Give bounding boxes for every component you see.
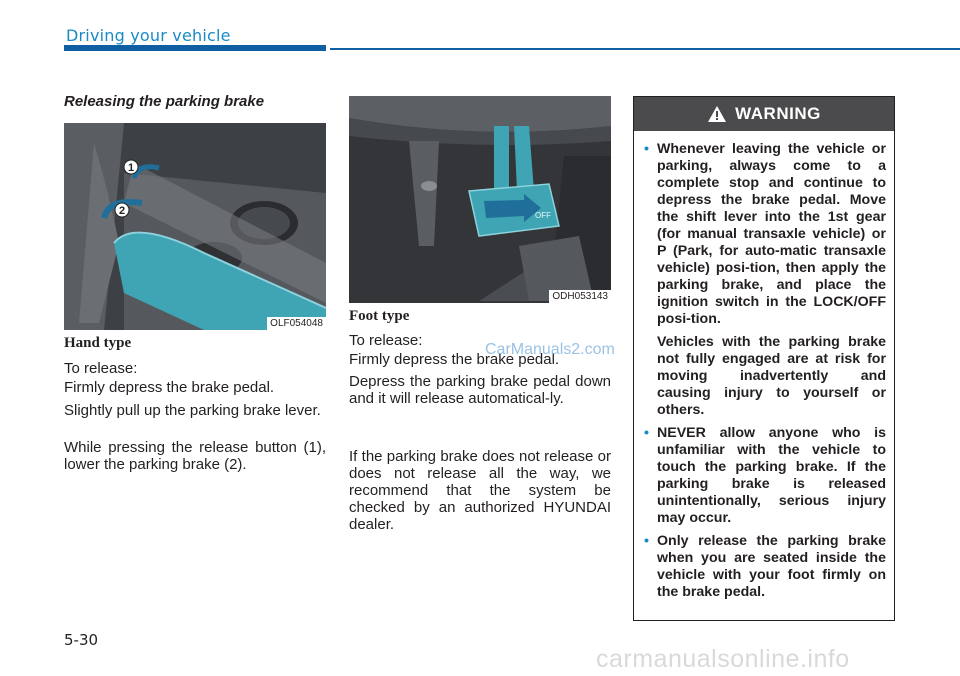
callout-2: 2 bbox=[118, 205, 126, 217]
warning-item-text: Only release the parking brake when you are seated inside the vehicle with your foot firmly on the brake pedal. bbox=[657, 533, 886, 600]
hand-type-title: Hand type bbox=[64, 335, 132, 351]
warning-item-text: Whenever leaving the vehicle or parking, always come to a complete stop and continue to depress the brake pedal. Move the shift lever into the 1st gear (for manual transaxle vehicle) or P (Park, for auto-matic transaxle vehicle) posi-tion, then apply the parking brake, and place the ignition switch in the LOCK/OFF posi-tion. bbox=[657, 141, 886, 327]
hand-type-para-2: Firmly depress the brake pedal. bbox=[64, 379, 275, 396]
warning-header bbox=[634, 97, 894, 131]
foot-type-title: Foot type bbox=[349, 308, 410, 324]
bullet-icon: • bbox=[644, 533, 649, 549]
hand-brake-illustration bbox=[64, 123, 326, 330]
watermark-carmanuals: CarManuals2.com bbox=[485, 341, 615, 358]
warning-title: WARNING bbox=[735, 104, 821, 123]
callout-1: 1 bbox=[127, 162, 135, 174]
watermark-online: carmanualsonline.info bbox=[596, 645, 850, 673]
hand-type-para-1: To release: bbox=[64, 360, 138, 377]
foot-type-para-2: Firmly depress the brake pedal. bbox=[349, 351, 560, 368]
hand-type-para-4: While pressing the release button (1), lower the parking brake (2). bbox=[64, 439, 326, 473]
page-heading: Releasing the parking brake bbox=[64, 93, 265, 110]
section-title: Driving your vehicle bbox=[66, 26, 231, 45]
foot-type-para-3: Depress the parking brake pedal down and it will release automatical-ly. bbox=[349, 373, 611, 407]
warning-item-subtext: Vehicles with the parking brake not fully engaged are at risk for moving inadvertently and causing injury to yourself or others. bbox=[657, 334, 886, 418]
foot-type-para-1: To release: bbox=[349, 332, 423, 349]
hand-brake-photo bbox=[64, 123, 326, 330]
header-rule-thick bbox=[64, 45, 326, 51]
warning-item bbox=[644, 425, 886, 527]
page-number: 5-30 bbox=[64, 631, 99, 649]
warning-item bbox=[644, 141, 886, 419]
foot-brake-illustration bbox=[349, 96, 611, 303]
foot-photo-code: ODH053143 bbox=[549, 290, 611, 303]
hand-type-para-3: Slightly pull up the parking brake lever. bbox=[64, 402, 321, 419]
pedal-off-label: OFF bbox=[535, 211, 551, 220]
warning-item-text: NEVER allow anyone who is unfamiliar with the vehicle to touch the parking brake. If the parking brake is released unintentionally, serious injury may occur. bbox=[657, 425, 886, 526]
bullet-icon: • bbox=[644, 425, 649, 441]
bullet-icon: • bbox=[644, 141, 649, 157]
warning-box bbox=[633, 96, 895, 621]
header-rule-thin bbox=[330, 48, 960, 50]
warning-list bbox=[634, 131, 894, 601]
warning-item bbox=[644, 533, 886, 601]
foot-type-para-4: If the parking brake does not release or does not release all the way, we recommend that the system be checked by an authorized HYUNDAI dealer. bbox=[349, 448, 611, 533]
warning-triangle-icon bbox=[707, 105, 727, 123]
foot-brake-photo bbox=[349, 96, 611, 303]
hand-photo-code: OLF054048 bbox=[267, 317, 326, 330]
